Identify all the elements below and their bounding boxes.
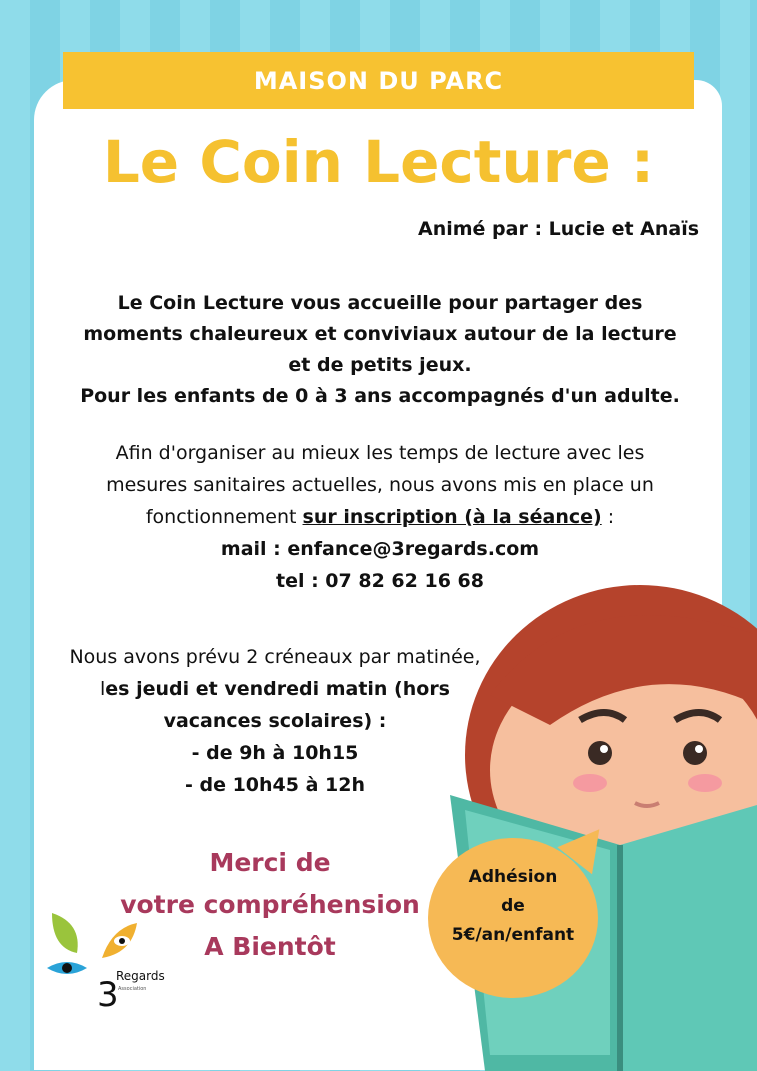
contact-mail: mail : enfance@3regards.com (220, 538, 540, 560)
intro-paragraph (40, 288, 720, 412)
logo-name: Regards (116, 969, 165, 983)
schedule-slot: - de 9h à 10h15 (191, 742, 359, 764)
membership-line: de (501, 896, 525, 916)
intro-line: moments chaleureux et conviviaux autour de la lecture (83, 323, 677, 345)
schedule-slot: - de 10h45 à 12h (184, 774, 366, 796)
reading-girl-illustration (430, 555, 757, 1071)
header-banner (63, 52, 694, 109)
schedule-line: Nous avons prévu 2 créneaux par matinée, (69, 646, 481, 668)
inscription-line (40, 501, 720, 533)
banner-title: MAISON DU PARC (253, 66, 504, 95)
intro-line: Le Coin Lecture vous accueille pour partager des (117, 292, 643, 314)
animators-line: Animé par : Lucie et Anaïs (418, 218, 700, 240)
inscription-prefix: fonctionnement (145, 506, 297, 528)
intro-line: Pour les enfants de 0 à 3 ans accompagnés d'un adulte. (80, 385, 680, 407)
inscription-suffix: : (607, 506, 615, 528)
logo-number: 3 (97, 975, 119, 1015)
membership-line: 5€/an/enfant (451, 925, 575, 945)
logo-tagline: Association (118, 986, 147, 992)
closing-line: A Bientôt (204, 932, 336, 961)
schedule-line: vacances scolaires) : (163, 710, 387, 732)
membership-text (428, 863, 598, 950)
page-title: Le Coin Lecture : (102, 128, 655, 196)
intro-line: et de petits jeux. (288, 354, 472, 376)
membership-line: Adhésion (468, 867, 558, 887)
closing-line: Merci de (209, 848, 331, 877)
contact-tel: tel : 07 82 62 16 68 (276, 570, 484, 592)
inscription-line: Afin d'organiser au mieux les temps de lecture avec les (115, 442, 645, 464)
inscription-line: mesures sanitaires actuelles, nous avons mis en place un (106, 474, 654, 496)
3regards-logo (42, 908, 172, 1018)
schedule-prefix: l (99, 678, 106, 700)
schedule-days: es jeudi et vendredi matin (hors (105, 678, 450, 700)
closing-line: votre compréhension (120, 890, 420, 919)
inscription-link: sur inscription (à la séance) (302, 506, 602, 528)
